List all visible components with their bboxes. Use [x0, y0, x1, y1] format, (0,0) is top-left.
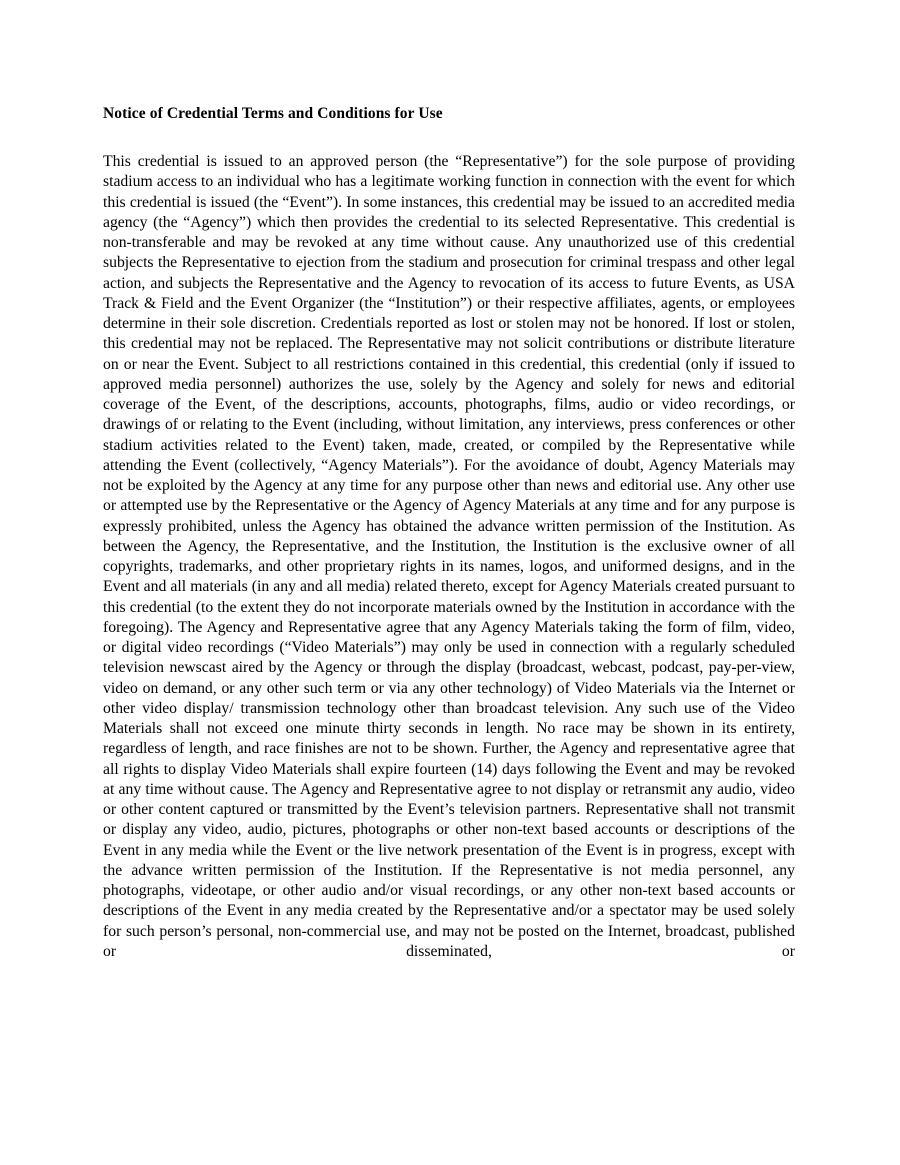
page-title: Notice of Credential Terms and Conditions for Use	[103, 105, 443, 122]
document-content	[103, 104, 795, 982]
document-body-paragraph: This credential is issued to an approved person (the “Representative”) for the sole purpose of providing stadium access to an individual who has a legitimate working function in connection with the event for which this credential is issued (the “Event”). In some instances, this credential may be issued to an accredited media agency (the “Agency”) which then provides the credential to its selected Representative. This credential is non-transferable and may be revoked at any time without cause. Any unauthorized use of this credential subjects the Representative to ejection from the stadium and prosecution for criminal trespass and other legal action, and subjects the Representative and the Agency to revocation of its access to future Events, as USA Track & Field and the Event Organizer (the “Institution”) or their respective affiliates, agents, or employees determine in their sole discretion. Credentials reported as lost or stolen may not be honored. If lost or stolen, this credential may not be replaced. The Representative may not solicit contributions or distribute literature on or near the Event. Subject to all restrictions contained in this credential, this credential (only if issued to approved media personnel) authorizes the use, solely by the Agency and solely for news and editorial coverage of the Event, of the descriptions, accounts, photographs, films, audio or video recordings, or drawings of or relating to the Event (including, without limitation, any interviews, press conferences or other stadium activities related to the Event) taken, made, created, or compiled by the Representative while attending the Event (collectively, “Agency Materials”). For the avoidance of doubt, Agency Materials may not be exploited by the Agency at any time for any purpose other than news and editorial use. Any other use or attempted use by the Representative or the Agency of Agency Materials at any time and for any purpose is expressly prohibited, unless the Agency has obtained the advance written permission of the Institution. As between the Agency, the Representative, and the Institution, the Institution is the exclusive owner of all copyrights, trademarks, and other proprietary rights in its names, logos, and uniformed designs, and in the Event and all materials (in any and all media) related thereto, except for Agency Materials created pursuant to this credential (to the extent they do not incorporate materials owned by the Institution in accordance with the foregoing). The Agency and Representative agree that any Agency Materials taking the form of film, video, or digital video recordings (“Video Materials”) may only be used in connection with a regularly scheduled television newscast aired by the Agency or through the display (broadcast, webcast, podcast, pay-per-view, video on demand, or any other such term or via any other technology) of Video Materials via the Internet or other video display/ transmission technology other than broadcast television. Any such use of the Video Materials shall not exceed one minute thirty seconds in length. No race may be shown in its entirety, regardless of length, and race finishes are not to be shown. Further, the Agency and representative agree that all rights to display Video Materials shall expire fourteen (14) days following the Event and may be revoked at any time without cause. The Agency and Representative agree to not display or retransmit any audio, video or other content captured or transmitted by the Event’s television partners. Representative shall not transmit or display any video, audio, pictures, photographs or other non-text based accounts or descriptions of the Event in any media while the Event or the live network presentation of the Event is in progress, except with the advance written permission of the Institution. If the Representative is not media personnel, any photographs, videotape, or other audio and/or visual recordings, or any other non-text based accounts or descriptions of the Event in any media created by the Representative and/or a spectator may be used solely for such person’s personal, non-commercial use, and may not be posted on the Internet, broadcast, published or disseminated, or	[103, 153, 795, 960]
